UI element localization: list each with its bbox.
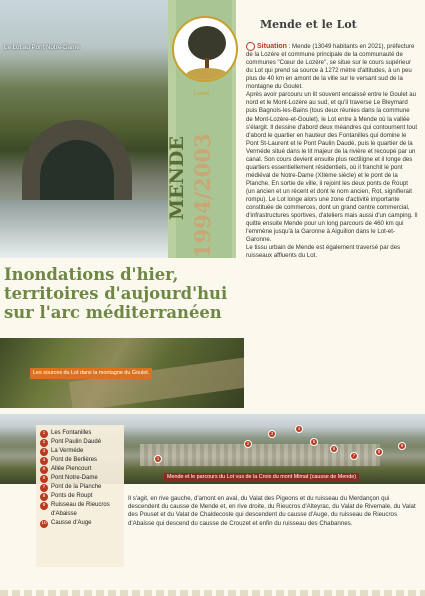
trail-shape [69,354,244,408]
panorama-marker: 3 [268,430,276,438]
urban-fabric-paragraph: Le tissu urbain de Mende est également traversé par des ruisseaux affluents du Lot. [246,244,401,260]
main-title: Inondations d'hier, territoires d'aujourd'hui sur l'arc méditerranéen [4,265,228,322]
earth-icon [186,68,228,82]
places-legend [40,429,130,528]
location-icon [246,42,255,51]
legend-label: Pont de la Planche [51,484,102,490]
legend-number: 9 [40,502,48,510]
panorama-marker: 6 [330,445,338,453]
section-title: Mende et le Lot [260,18,357,31]
river-course-paragraph: Après avoir parcouru un lit souvent encaissé entre le Goulet au nord et le Mont-Lozère au sud, et qu'il traverse Le Bleymard puis Bagnols-les-Bains (tous deux réunies dans la commune de Mont-Lozère-et-Goulet), le Lot entre à Mende où la vallée s'élargit. Il dessine d'abord deux méandres qui contournent tout d'abord le quartier en hauteur des Fontanilles qui domine le Pont St-Laurent et le Pont Paulin Daudé, puis le quartier de la Verméde situé dans le lit majeur de la rivière et recoupé par un canal. Son cours devient ensuite plus rectiligne et il longe des quartiers essentiellement résidentiels, où il franchit le pont médiéval de Notre-Dame (XIIème siècle) et le pont de la Planche. En sortie de ville, il rejoint les deux ponts de Roupt (un ancien et un récent et dont le nom ancien, Rot, signifierait rompu). Le Lot longe alors une zone d'activité importante constituée de commerces, dont un grand centre commercial, d'infrastructures sportives, d'ateliers mais aussi d'un camping. Il quitte ensuite Mende pour un long parcours de 460 km qui l'emmène jusqu'à la Garonne à Aiguillon dans le Lot-et-Garonne. [246,91,418,244]
legend-item [40,456,130,465]
situation-text: : Mende (13049 habitants en 2021), préfecture de la Lozère et commune principale de la communauté de communes "Cœur de Lozère", se situe sur le cours supérieur du Lot qui prend sa source à 1272 mètre d'altitudes, à un peu plus de 40 km en amont de la ville sur le versant sud de la montagne du Goulet. [246,43,415,91]
legend-number: 10 [41,520,47,526]
legend-item [40,483,130,492]
legend-number: 1 [40,430,48,438]
legend-number: 8 [40,493,48,501]
river-water [0,200,168,258]
situation-paragraph [246,42,418,91]
legend-number: 2 [40,439,48,447]
legend-number: 7 [40,484,48,492]
legend-number: 3 [40,448,48,456]
legend-label: Pont de Berlières [51,457,98,463]
legend-label: Causse d'Auge [51,519,92,526]
lozere-tree-logo [172,16,238,82]
legend-item [40,429,130,438]
panorama-marker: 1 [154,455,162,463]
sources-photo-caption: Les sources du Lot dans la montagne du Goulet. [30,368,152,379]
logo-label: Lozère [194,91,210,97]
legend-label: Ponts de Roupt [51,493,93,499]
panorama-marker: 5 [310,438,318,446]
panorama-marker: 9 [398,442,406,450]
legend-item [40,474,130,483]
footer-dotted-rule [0,590,425,596]
legend-item [40,519,130,528]
vertical-city-name: MENDE [166,136,188,220]
legend-label: Pont Notre-Dame [51,475,98,481]
legend-item [40,447,130,456]
legend-item [40,492,130,501]
tree-icon [188,26,226,60]
legend-label: La Verméde [51,448,84,454]
bridge-photo-caption: Le Lot au Pont Notre-Dame [4,44,80,51]
legend-label: Pont Paulin Daudé [51,439,102,445]
situation-label: Situation [257,43,287,51]
legend-item [40,438,130,447]
vertical-years: 1994/2003 [190,133,215,258]
legend-number: 5 [40,466,48,474]
legend-label: Allée Piencourt [51,466,92,472]
article-body [246,42,418,260]
panorama-marker: 7 [350,452,358,460]
legend-label: Les Fontanilles [51,430,92,436]
panorama-marker: 8 [375,448,383,456]
tributaries-paragraph: Il s'agit, en rive gauche, d'amont en aval, du Valat des Pigeons et du ruisseau du Merdançon qui descendent du causse de Mende et, en rive droite, du Rieucros d'Alteyrac, du Valat de Rivemale, du Valat des Pouset et du Valat de Chaldecoste qui descendent du causse d'Auge, du ruisseau de Rieucros d'Abaisse qui descend du causse de Crouzet et enfin du ruisseau des Chabannes. [128,495,416,527]
legend-number: 4 [40,457,48,465]
panorama-marker: 4 [295,425,303,433]
legend-number: 6 [40,475,48,483]
town-rooftops [140,444,380,466]
legend-item [40,465,130,474]
panorama-marker: 2 [244,440,252,448]
panorama-caption: Mende et le parcours du Lot vus de la Croix du mont Mimat (causse de Mende) [164,473,359,481]
legend-label: Ruisseau de Rieucros d'Abaisse [51,502,110,517]
bridge-photo [0,0,168,258]
legend-item [40,501,130,519]
